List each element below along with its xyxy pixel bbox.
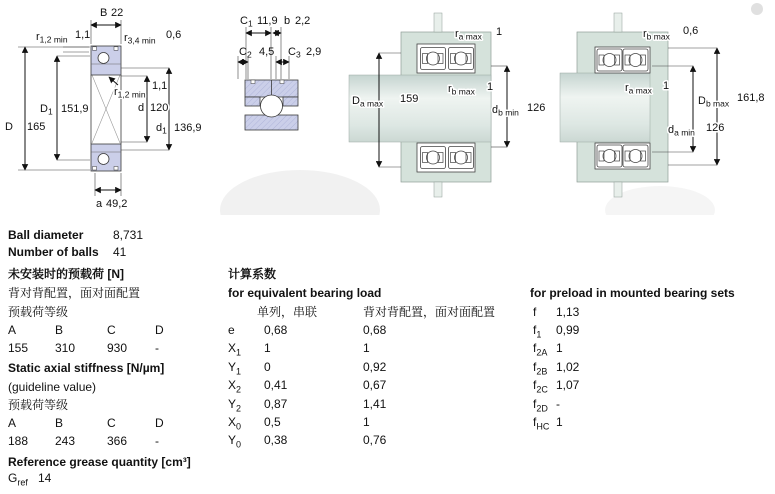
factor-symbol: e <box>228 323 235 337</box>
equiv-load-title: for equivalent bearing load <box>228 286 382 300</box>
diagram-bearing-section <box>5 7 202 210</box>
factor-v2: 1 <box>363 341 370 355</box>
preload-value-C: 930 <box>107 341 128 355</box>
shaft-section <box>560 73 650 142</box>
dim-Da-value: 159 <box>400 93 419 105</box>
dim-db-value: 126 <box>527 102 546 114</box>
stiffness-value-C: 366 <box>107 434 128 448</box>
preload-factor-value: 0,99 <box>556 323 580 337</box>
preload-factor-symbol: $f_{2B}$ <box>533 360 548 377</box>
dim-a-value: 49,2 <box>106 198 128 210</box>
stiffness-header-C: C <box>107 416 116 430</box>
dim-D1-label: $D_1$ <box>40 103 53 117</box>
bearing-cross-section <box>91 46 121 171</box>
dim-D1-value: 151,9 <box>61 103 89 115</box>
number-of-balls-value: 41 <box>113 245 127 259</box>
dim-C3-label: $C_3$ <box>288 46 301 60</box>
diagram-mounted-pair-right <box>560 13 765 197</box>
dim-da-label: $d_{a min}$ <box>668 124 695 138</box>
dim-b-label: b <box>284 15 291 27</box>
dim-Db-label: $D_{b max}$ <box>698 95 730 109</box>
factor-v1: 0,5 <box>264 415 281 429</box>
ball-detail <box>261 95 283 117</box>
factor-v1: 0,41 <box>264 378 288 392</box>
preload-factor-value: 1,13 <box>556 305 580 319</box>
preload-factor-value: 1 <box>556 415 563 429</box>
factor-v1: 0,87 <box>264 397 288 411</box>
dim-d1-value: 136,9 <box>174 122 202 134</box>
dim-Db-value: 161,8 <box>737 92 765 104</box>
col2-header: 背对背配置，面对面配置 <box>363 305 496 319</box>
stiffness-header-A: A <box>8 416 17 430</box>
col1-header: 单列，串联 <box>257 305 318 319</box>
preload-factor-value: - <box>556 397 560 411</box>
factor-symbol: $Y_0$ <box>228 433 242 450</box>
factor-v2: 1,41 <box>363 397 387 411</box>
diagrams-svg <box>0 0 775 215</box>
preload-unmounted-subtitle: 背对背配置，面对面配置 <box>8 286 141 300</box>
dim-a-label: a <box>96 198 103 210</box>
dim-d1-label: $d_1$ <box>156 122 167 136</box>
ball-diameter-label: Ball diameter <box>8 228 84 242</box>
dim-r12mid-label: $r_{1,2 min}$ <box>114 86 146 100</box>
dim-da-value: 126 <box>706 122 725 134</box>
dim-r34-label: $r_{3,4 min}$ <box>124 32 156 46</box>
preload-factor-value: 1,02 <box>556 360 580 374</box>
stiffness-value-B: 243 <box>55 434 76 448</box>
dim-ra-label: $r_{a max}$ <box>625 82 652 96</box>
preload-header-B: B <box>55 323 64 337</box>
preload-header-A: A <box>8 323 17 337</box>
stiffness-title: Static axial stiffness [N/µm] <box>8 361 165 375</box>
dim-rb-value: 1 <box>487 81 494 93</box>
preload-factor-symbol: $f_{HC}$ <box>533 415 550 432</box>
preload-factor-value: 1 <box>556 341 563 355</box>
dim-db-label: $d_{b min}$ <box>492 104 519 118</box>
factor-v2: 0,67 <box>363 378 387 392</box>
dim-b-value: 2,2 <box>295 15 311 27</box>
dim-ra-value: 1 <box>663 80 670 92</box>
factor-v1: 1 <box>264 341 271 355</box>
factor-v2: 0,68 <box>363 323 387 337</box>
dim-ra-value: 1 <box>496 26 503 38</box>
dim-r12-label: $r_{1,2 min}$ <box>36 31 68 45</box>
factor-symbol: $Y_1$ <box>228 360 242 377</box>
stiffness-value-A: 188 <box>8 434 29 448</box>
dim-B-value: 22 <box>111 7 124 19</box>
shaft-section <box>349 75 494 142</box>
dim-C2-value: 4,5 <box>259 46 275 58</box>
factor-symbol: $Y_2$ <box>228 397 242 414</box>
dim-rb-label: $r_{b max}$ <box>643 28 670 42</box>
factor-symbol: $X_1$ <box>228 341 242 358</box>
ball-diameter-value: 8,731 <box>113 228 144 242</box>
dim-C1-label: $C_1$ <box>240 15 253 29</box>
preload-factor-symbol: $f_{2C}$ <box>533 378 548 395</box>
ball-bottom <box>98 154 109 165</box>
preload-unmounted-title: 未安装时的预载荷 [N] <box>8 267 124 281</box>
factor-v1: 0 <box>264 360 271 374</box>
stiffness-subtitle: (guideline value) <box>8 380 97 394</box>
factor-symbol: $X_0$ <box>228 415 242 432</box>
dim-ra-label: $r_{a max}$ <box>455 28 482 42</box>
preload-factor-value: 1,07 <box>556 378 580 392</box>
preload-value-B: 310 <box>55 341 76 355</box>
ball-top <box>98 53 109 64</box>
factor-symbol: $X_2$ <box>228 378 242 395</box>
dim-C2-label: $C_2$ <box>239 46 252 60</box>
dim-r34-value: 0,6 <box>166 29 182 41</box>
stiffness-value-D: - <box>155 434 159 448</box>
dim-B-label: B <box>100 7 108 19</box>
preload-value-D: - <box>155 341 159 355</box>
factor-v1: 0,38 <box>264 433 288 447</box>
preload-factors-title: for preload in mounted bearing sets <box>530 286 735 300</box>
calc-factors-title: 计算系数 <box>228 267 277 281</box>
dim-rb-value: 0,6 <box>683 25 699 37</box>
dim-d-value: 120 <box>150 102 169 114</box>
dim-C3-value: 2,9 <box>306 46 322 58</box>
stiffness-header-D: D <box>155 416 164 430</box>
dim-Da-label: $D_{a max}$ <box>352 95 384 109</box>
stiffness-class-label: 预载荷等级 <box>8 398 69 412</box>
grease-title: Reference grease quantity [cm³] <box>8 455 191 469</box>
grease-symbol: $G_{ref}$ <box>8 471 28 488</box>
factor-v2: 1 <box>363 415 370 429</box>
factor-v2: 0,76 <box>363 433 387 447</box>
dim-D-label: D <box>5 121 13 133</box>
dim-rb-label: $r_{b max}$ <box>448 83 475 97</box>
preload-factor-symbol: $f_{2D}$ <box>533 397 548 414</box>
diagram-mounted-pair-left <box>349 13 545 197</box>
preload-header-D: D <box>155 323 164 337</box>
dim-d-label: d <box>138 102 145 114</box>
preload-class-label: 预载荷等级 <box>8 305 69 319</box>
dim-r12mid-value: 1,1 <box>152 80 168 92</box>
preload-factor-symbol: $f_{2A}$ <box>533 341 548 358</box>
diagram-abutment-detail <box>238 15 321 130</box>
preload-value-A: 155 <box>8 341 29 355</box>
dim-r12-value: 1,1 <box>75 29 91 41</box>
stiffness-header-B: B <box>55 416 64 430</box>
bearing-detail-section <box>245 80 298 130</box>
preload-header-C: C <box>107 323 116 337</box>
dim-C1-value: 11,9 <box>257 15 278 27</box>
factor-v1: 0,68 <box>264 323 288 337</box>
preload-factor-symbol: f <box>533 305 537 319</box>
preload-factor-symbol: $f_1$ <box>533 323 542 340</box>
factor-v2: 0,92 <box>363 360 387 374</box>
grease-value: 14 <box>38 471 52 485</box>
number-of-balls-label: Number of balls <box>8 245 99 259</box>
dim-D-value: 165 <box>27 121 46 133</box>
